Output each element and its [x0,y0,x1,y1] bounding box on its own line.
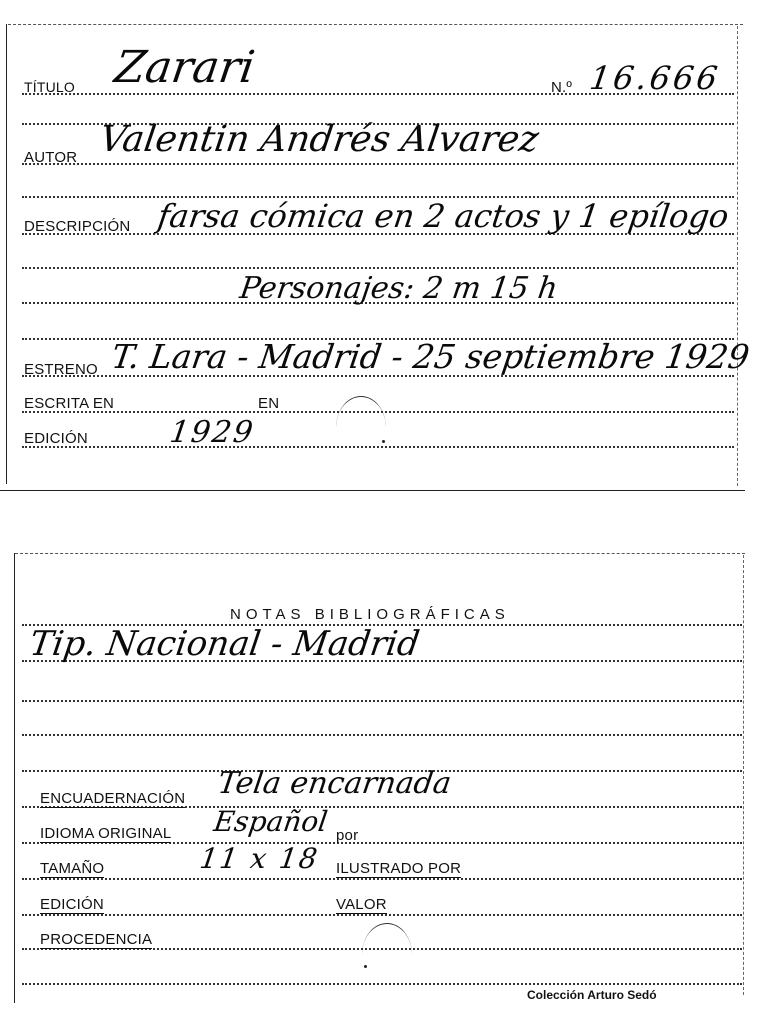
estreno-label: ESTRENO [24,361,98,378]
descripcion-label: DESCRIPCIÓN [24,218,131,235]
card-right-edge [743,555,744,995]
punch-hole [336,396,386,459]
card-top-edge [15,553,745,554]
notas-value: Tip. Nacional - Madrid [27,624,423,664]
idioma-value: Español [211,805,330,838]
card-bottom-edge [0,490,745,491]
idioma-label: IDIOMA ORIGINAL [40,825,172,842]
por-label: por [336,827,359,844]
encuadernacion-label: ENCUADERNACIÓN [40,790,186,807]
notas-heading: NOTAS BIBLIOGRÁFICAS [230,606,510,623]
collection-stamp: Colección Arturo Sedó [527,988,657,1002]
rule-line [22,700,742,702]
rule-line [22,267,734,269]
catalog-card-top [0,0,759,495]
edicion-label: EDICIÓN [40,896,104,913]
rule-line [22,163,734,165]
speck [364,965,367,968]
numero-value: 16.666 [587,59,723,97]
rule-line [22,878,742,880]
autor-label: AUTOR [24,149,78,166]
autor-value: Valentin Andrés Alvarez [97,119,542,160]
valor-label: VALOR [336,896,387,913]
escrita-en-place-label: EN [258,395,280,412]
escrita-en-label: ESCRITA EN [24,395,115,412]
estreno-value: T. Lara - Madrid - 25 septiembre 1929 [109,337,752,376]
punch-hole [362,923,412,986]
edicion-label: EDICIÓN [24,430,88,447]
catalog-card-bottom [0,545,759,1028]
card-right-edge [737,26,738,486]
speck [382,440,385,443]
ilustrado-label: ILUSTRADO POR [336,860,462,877]
edicion-value: 1929 [167,415,257,450]
tamano-value: 11 x 18 [197,842,322,875]
titulo-value: Zarari [111,42,258,93]
personajes-value: Personajes: 2 m 15 h [237,271,560,306]
encuadernacion-value: Tela encarnada [215,766,454,801]
descripcion-value: farsa cómica en 2 actos y 1 epílogo [155,197,732,235]
titulo-label: TÍTULO [24,79,75,95]
card-top-edge [8,24,743,25]
numero-label: N.º [551,79,573,96]
card-left-edge [6,24,7,484]
card-left-edge [14,553,15,1003]
rule-line [22,734,742,736]
tamano-label: TAMAÑO [40,860,105,877]
rule-line [22,914,742,916]
procedencia-label: PROCEDENCIA [40,931,153,948]
